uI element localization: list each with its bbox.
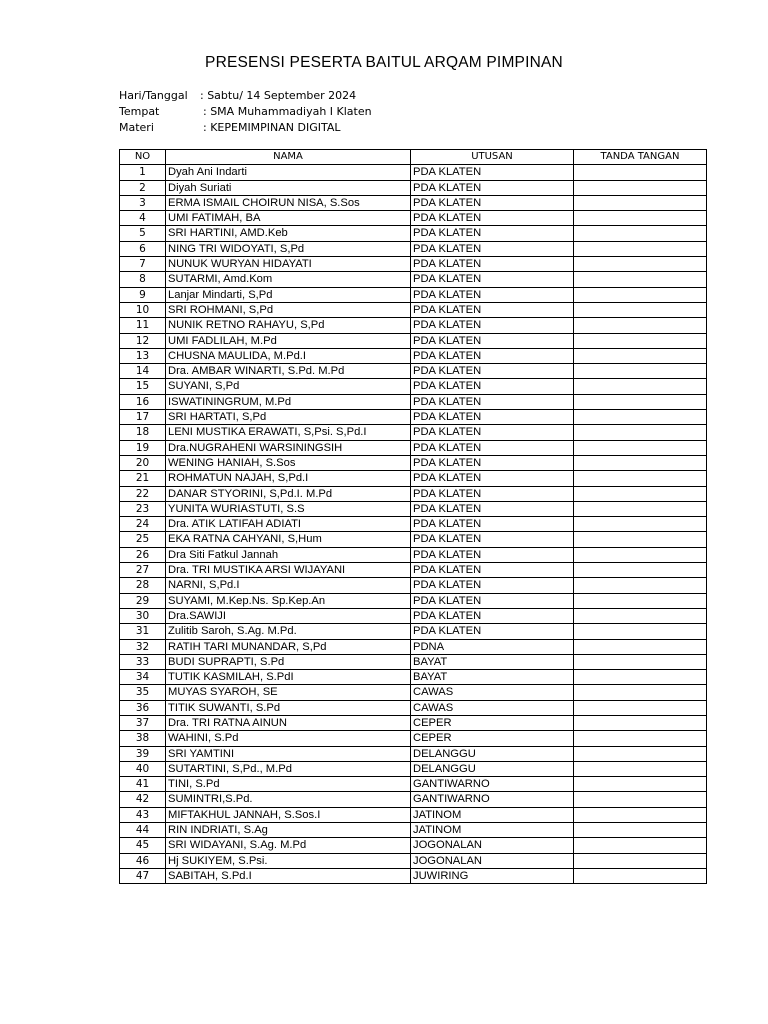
signature-cell[interactable] bbox=[574, 241, 707, 256]
participant-name: DANAR STYORINI, S,Pd.I. M.Pd bbox=[166, 486, 411, 501]
row-number: 38 bbox=[120, 731, 166, 746]
row-number: 26 bbox=[120, 547, 166, 562]
table-row bbox=[120, 563, 707, 578]
header-no: NO bbox=[120, 150, 166, 165]
row-number: 28 bbox=[120, 578, 166, 593]
signature-cell[interactable] bbox=[574, 226, 707, 241]
participant-name: SRI WIDAYANI, S.Ag. M.Pd bbox=[166, 838, 411, 853]
delegation: BAYAT bbox=[411, 670, 574, 685]
row-number: 4 bbox=[120, 211, 166, 226]
delegation: PDA KLATEN bbox=[411, 593, 574, 608]
table-row bbox=[120, 211, 707, 226]
row-number: 45 bbox=[120, 838, 166, 853]
participant-name: UMI FADLILAH, M.Pd bbox=[166, 333, 411, 348]
delegation: PDA KLATEN bbox=[411, 379, 574, 394]
signature-cell[interactable] bbox=[574, 272, 707, 287]
table-row bbox=[120, 287, 707, 302]
row-number: 32 bbox=[120, 639, 166, 654]
row-number: 44 bbox=[120, 823, 166, 838]
row-number: 30 bbox=[120, 608, 166, 623]
row-number: 10 bbox=[120, 302, 166, 317]
participant-name: SUYAMI, M.Kep.Ns. Sp.Kep.An bbox=[166, 593, 411, 608]
row-number: 19 bbox=[120, 440, 166, 455]
table-row bbox=[120, 777, 707, 792]
participant-name: SRI HARTINI, AMD.Keb bbox=[166, 226, 411, 241]
participant-name: SABITAH, S.Pd.I bbox=[166, 868, 411, 883]
signature-cell[interactable] bbox=[574, 624, 707, 639]
participant-name: Dra. AMBAR WINARTI, S.Pd. M.Pd bbox=[166, 364, 411, 379]
delegation: PDA KLATEN bbox=[411, 471, 574, 486]
signature-cell[interactable] bbox=[574, 563, 707, 578]
signature-cell[interactable] bbox=[574, 761, 707, 776]
participant-name: RIN INDRIATI, S.Ag bbox=[166, 823, 411, 838]
signature-cell[interactable] bbox=[574, 868, 707, 883]
row-number: 3 bbox=[120, 195, 166, 210]
signature-cell[interactable] bbox=[574, 715, 707, 730]
signature-cell[interactable] bbox=[574, 777, 707, 792]
table-row bbox=[120, 792, 707, 807]
table-row bbox=[120, 807, 707, 822]
signature-cell[interactable] bbox=[574, 394, 707, 409]
participant-name: TITIK SUWANTI, S.Pd bbox=[166, 700, 411, 715]
participant-name: TUTIK KASMILAH, S.PdI bbox=[166, 670, 411, 685]
delegation: PDA KLATEN bbox=[411, 501, 574, 516]
table-row bbox=[120, 318, 707, 333]
participant-name: SUYANI, S,Pd bbox=[166, 379, 411, 394]
signature-cell[interactable] bbox=[574, 333, 707, 348]
participant-name: CHUSNA MAULIDA, M.Pd.I bbox=[166, 348, 411, 363]
signature-cell[interactable] bbox=[574, 471, 707, 486]
signature-cell[interactable] bbox=[574, 838, 707, 853]
delegation: JOGONALAN bbox=[411, 853, 574, 868]
table-row bbox=[120, 608, 707, 623]
signature-cell[interactable] bbox=[574, 287, 707, 302]
row-number: 47 bbox=[120, 868, 166, 883]
participant-name: Dra. TRI MUSTIKA ARSI WIJAYANI bbox=[166, 563, 411, 578]
row-number: 12 bbox=[120, 333, 166, 348]
table-row bbox=[120, 348, 707, 363]
signature-cell[interactable] bbox=[574, 455, 707, 470]
delegation: PDA KLATEN bbox=[411, 333, 574, 348]
participant-name: Hj SUKIYEM, S.Psi. bbox=[166, 853, 411, 868]
delegation: DELANGGU bbox=[411, 746, 574, 761]
delegation: PDA KLATEN bbox=[411, 410, 574, 425]
participant-name: TINI, S.Pd bbox=[166, 777, 411, 792]
table-row bbox=[120, 379, 707, 394]
row-number: 7 bbox=[120, 257, 166, 272]
table-row bbox=[120, 272, 707, 287]
row-number: 35 bbox=[120, 685, 166, 700]
document-title: PRESENSI PESERTA BAITUL ARQAM PIMPINAN bbox=[205, 54, 563, 71]
signature-cell[interactable] bbox=[574, 593, 707, 608]
participant-name: Dra Siti Fatkul Jannah bbox=[166, 547, 411, 562]
row-number: 33 bbox=[120, 654, 166, 669]
row-number: 27 bbox=[120, 563, 166, 578]
delegation: PDA KLATEN bbox=[411, 455, 574, 470]
row-number: 39 bbox=[120, 746, 166, 761]
delegation: PDA KLATEN bbox=[411, 425, 574, 440]
row-number: 11 bbox=[120, 318, 166, 333]
delegation: PDA KLATEN bbox=[411, 257, 574, 272]
participant-name: Dra. TRI RATNA AINUN bbox=[166, 715, 411, 730]
delegation: PDA KLATEN bbox=[411, 394, 574, 409]
header-utusan: UTUSAN bbox=[411, 150, 574, 165]
participant-name: Lanjar Mindarti, S,Pd bbox=[166, 287, 411, 302]
place-label: Tempat bbox=[119, 105, 160, 118]
table-row bbox=[120, 517, 707, 532]
delegation: PDA KLATEN bbox=[411, 272, 574, 287]
signature-cell[interactable] bbox=[574, 379, 707, 394]
row-number: 14 bbox=[120, 364, 166, 379]
participant-name: EKA RATNA CAHYANI, S,Hum bbox=[166, 532, 411, 547]
row-number: 8 bbox=[120, 272, 166, 287]
participant-name: YUNITA WURIASTUTI, S.S bbox=[166, 501, 411, 516]
participant-name: SRI ROHMANI, S,Pd bbox=[166, 302, 411, 317]
table-row bbox=[120, 471, 707, 486]
delegation: CAWAS bbox=[411, 685, 574, 700]
delegation: PDA KLATEN bbox=[411, 165, 574, 180]
delegation: JATINOM bbox=[411, 807, 574, 822]
table-row bbox=[120, 685, 707, 700]
table-header-row bbox=[120, 150, 707, 165]
participant-name: SUMINTRI,S.Pd. bbox=[166, 792, 411, 807]
signature-cell[interactable] bbox=[574, 180, 707, 195]
row-number: 46 bbox=[120, 853, 166, 868]
day-label: Hari/Tanggal bbox=[119, 89, 188, 102]
delegation: PDNA bbox=[411, 639, 574, 654]
delegation: PDA KLATEN bbox=[411, 211, 574, 226]
signature-cell[interactable] bbox=[574, 440, 707, 455]
signature-cell[interactable] bbox=[574, 211, 707, 226]
signature-cell[interactable] bbox=[574, 639, 707, 654]
day-value: : Sabtu/ 14 September 2024 bbox=[200, 89, 357, 102]
table-row bbox=[120, 425, 707, 440]
delegation: DELANGGU bbox=[411, 761, 574, 776]
table-row bbox=[120, 257, 707, 272]
row-number: 24 bbox=[120, 517, 166, 532]
participant-name: MUYAS SYAROH, SE bbox=[166, 685, 411, 700]
participant-name: NUNUK WURYAN HIDAYATI bbox=[166, 257, 411, 272]
table-row bbox=[120, 440, 707, 455]
row-number: 43 bbox=[120, 807, 166, 822]
row-number: 17 bbox=[120, 410, 166, 425]
table-row bbox=[120, 501, 707, 516]
participant-name: Dyah Ani Indarti bbox=[166, 165, 411, 180]
delegation: CEPER bbox=[411, 731, 574, 746]
table-row bbox=[120, 853, 707, 868]
table-row bbox=[120, 746, 707, 761]
row-number: 2 bbox=[120, 180, 166, 195]
row-number: 22 bbox=[120, 486, 166, 501]
signature-cell[interactable] bbox=[574, 532, 707, 547]
table-row bbox=[120, 455, 707, 470]
signature-cell[interactable] bbox=[574, 700, 707, 715]
row-number: 20 bbox=[120, 455, 166, 470]
table-row bbox=[120, 593, 707, 608]
row-number: 1 bbox=[120, 165, 166, 180]
row-number: 18 bbox=[120, 425, 166, 440]
delegation: PDA KLATEN bbox=[411, 532, 574, 547]
delegation: GANTIWARNO bbox=[411, 792, 574, 807]
table-row bbox=[120, 180, 707, 195]
signature-cell[interactable] bbox=[574, 685, 707, 700]
signature-cell[interactable] bbox=[574, 853, 707, 868]
table-row bbox=[120, 241, 707, 256]
delegation: JATINOM bbox=[411, 823, 574, 838]
participant-name: ISWATININGRUM, M.Pd bbox=[166, 394, 411, 409]
table-row bbox=[120, 333, 707, 348]
signature-cell[interactable] bbox=[574, 425, 707, 440]
participant-name: Dra. ATIK LATIFAH ADIATI bbox=[166, 517, 411, 532]
row-number: 42 bbox=[120, 792, 166, 807]
signature-cell[interactable] bbox=[574, 257, 707, 272]
delegation: PDA KLATEN bbox=[411, 195, 574, 210]
header-nama: NAMA bbox=[166, 150, 411, 165]
delegation: PDA KLATEN bbox=[411, 318, 574, 333]
delegation: PDA KLATEN bbox=[411, 578, 574, 593]
signature-cell[interactable] bbox=[574, 608, 707, 623]
row-number: 31 bbox=[120, 624, 166, 639]
header-tanda-tangan: TANDA TANGAN bbox=[574, 150, 707, 165]
row-number: 23 bbox=[120, 501, 166, 516]
signature-cell[interactable] bbox=[574, 195, 707, 210]
signature-cell[interactable] bbox=[574, 410, 707, 425]
table-row bbox=[120, 364, 707, 379]
delegation: PDA KLATEN bbox=[411, 302, 574, 317]
delegation: PDA KLATEN bbox=[411, 364, 574, 379]
table-row bbox=[120, 486, 707, 501]
row-number: 34 bbox=[120, 670, 166, 685]
signature-cell[interactable] bbox=[574, 547, 707, 562]
table-row bbox=[120, 868, 707, 883]
table-row bbox=[120, 532, 707, 547]
signature-cell[interactable] bbox=[574, 823, 707, 838]
row-number: 9 bbox=[120, 287, 166, 302]
signature-cell[interactable] bbox=[574, 792, 707, 807]
signature-cell[interactable] bbox=[574, 746, 707, 761]
delegation: PDA KLATEN bbox=[411, 486, 574, 501]
participant-name: Zulitib Saroh, S.Ag. M.Pd. bbox=[166, 624, 411, 639]
delegation: PDA KLATEN bbox=[411, 624, 574, 639]
signature-cell[interactable] bbox=[574, 670, 707, 685]
signature-cell[interactable] bbox=[574, 348, 707, 363]
table-row bbox=[120, 715, 707, 730]
delegation: PDA KLATEN bbox=[411, 608, 574, 623]
table-row bbox=[120, 731, 707, 746]
signature-cell[interactable] bbox=[574, 318, 707, 333]
delegation: PDA KLATEN bbox=[411, 287, 574, 302]
signature-cell[interactable] bbox=[574, 165, 707, 180]
participant-name: SUTARMI, Amd.Kom bbox=[166, 272, 411, 287]
table-row bbox=[120, 165, 707, 180]
table-row bbox=[120, 670, 707, 685]
table-row bbox=[120, 302, 707, 317]
signature-cell[interactable] bbox=[574, 578, 707, 593]
participant-name: SUTARTINI, S,Pd., M.Pd bbox=[166, 761, 411, 776]
delegation: PDA KLATEN bbox=[411, 517, 574, 532]
participant-name: Diyah Suriati bbox=[166, 180, 411, 195]
row-number: 40 bbox=[120, 761, 166, 776]
participant-name: MIFTAKHUL JANNAH, S.Sos.I bbox=[166, 807, 411, 822]
participant-name: RATIH TARI MUNANDAR, S,Pd bbox=[166, 639, 411, 654]
row-number: 16 bbox=[120, 394, 166, 409]
participant-name: UMI FATIMAH, BA bbox=[166, 211, 411, 226]
row-number: 37 bbox=[120, 715, 166, 730]
participant-name: SRI HARTATI, S,Pd bbox=[166, 410, 411, 425]
table-row bbox=[120, 547, 707, 562]
participant-name: BUDI SUPRAPTI, S.Pd bbox=[166, 654, 411, 669]
participant-name: Dra.NUGRAHENI WARSININGSIH bbox=[166, 440, 411, 455]
participant-name: NING TRI WIDOYATI, S,Pd bbox=[166, 241, 411, 256]
signature-cell[interactable] bbox=[574, 302, 707, 317]
table-row bbox=[120, 639, 707, 654]
table-row bbox=[120, 578, 707, 593]
participant-name: ERMA ISMAIL CHOIRUN NISA, S.Sos bbox=[166, 195, 411, 210]
table-row bbox=[120, 823, 707, 838]
delegation: PDA KLATEN bbox=[411, 440, 574, 455]
delegation: JUWIRING bbox=[411, 868, 574, 883]
table-row bbox=[120, 195, 707, 210]
participant-name: WENING HANIAH, S.Sos bbox=[166, 455, 411, 470]
participant-name: ROHMATUN NAJAH, S,Pd.I bbox=[166, 471, 411, 486]
row-number: 36 bbox=[120, 700, 166, 715]
delegation: CEPER bbox=[411, 715, 574, 730]
row-number: 41 bbox=[120, 777, 166, 792]
signature-cell[interactable] bbox=[574, 654, 707, 669]
row-number: 15 bbox=[120, 379, 166, 394]
table-row bbox=[120, 410, 707, 425]
signature-cell[interactable] bbox=[574, 501, 707, 516]
table-row bbox=[120, 654, 707, 669]
delegation: PDA KLATEN bbox=[411, 241, 574, 256]
delegation: CAWAS bbox=[411, 700, 574, 715]
table-row bbox=[120, 700, 707, 715]
table-row bbox=[120, 226, 707, 241]
row-number: 6 bbox=[120, 241, 166, 256]
participant-name: Dra.SAWIJI bbox=[166, 608, 411, 623]
row-number: 25 bbox=[120, 532, 166, 547]
delegation: BAYAT bbox=[411, 654, 574, 669]
signature-cell[interactable] bbox=[574, 807, 707, 822]
signature-cell[interactable] bbox=[574, 517, 707, 532]
material-label: Materi bbox=[119, 121, 154, 134]
participant-name: LENI MUSTIKA ERAWATI, S,Psi. S,Pd.I bbox=[166, 425, 411, 440]
participant-name: WAHINI, S.Pd bbox=[166, 731, 411, 746]
table-row bbox=[120, 838, 707, 853]
table-row bbox=[120, 624, 707, 639]
participant-name: NARNI, S,Pd.I bbox=[166, 578, 411, 593]
delegation: PDA KLATEN bbox=[411, 547, 574, 562]
row-number: 29 bbox=[120, 593, 166, 608]
place-value: : SMA Muhammadiyah I Klaten bbox=[203, 105, 372, 118]
signature-cell[interactable] bbox=[574, 364, 707, 379]
participant-name: SRI YAMTINI bbox=[166, 746, 411, 761]
delegation: PDA KLATEN bbox=[411, 180, 574, 195]
signature-cell[interactable] bbox=[574, 486, 707, 501]
delegation: PDA KLATEN bbox=[411, 226, 574, 241]
delegation: JOGONALAN bbox=[411, 838, 574, 853]
table-row bbox=[120, 761, 707, 776]
attendance-rows bbox=[120, 165, 707, 884]
participant-name: NUNIK RETNO RAHAYU, S,Pd bbox=[166, 318, 411, 333]
row-number: 5 bbox=[120, 226, 166, 241]
delegation: PDA KLATEN bbox=[411, 348, 574, 363]
attendance-table bbox=[119, 149, 707, 884]
delegation: PDA KLATEN bbox=[411, 563, 574, 578]
table-row bbox=[120, 394, 707, 409]
delegation: GANTIWARNO bbox=[411, 777, 574, 792]
row-number: 13 bbox=[120, 348, 166, 363]
signature-cell[interactable] bbox=[574, 731, 707, 746]
material-value: : KEPEMIMPINAN DIGITAL bbox=[203, 121, 341, 134]
row-number: 21 bbox=[120, 471, 166, 486]
